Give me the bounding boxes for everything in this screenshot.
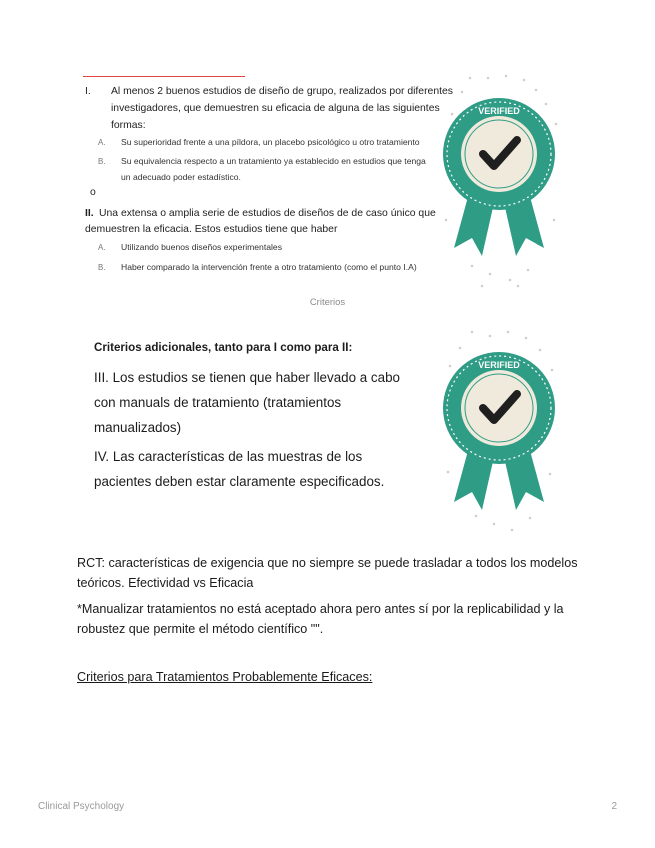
criteria-line: III. Los estudios se tienen que haber llevado a cabo	[94, 370, 400, 385]
item-II-line: Una extensa o amplia serie de estudios de diseños de de caso único que	[99, 208, 436, 219]
item-I-B-text: Su equivalencia respecto a un tratamiento ya establecido en estudios que tenga	[121, 156, 426, 166]
verified-badge-icon	[432, 70, 566, 292]
footer-title: Clinical Psychology	[38, 801, 125, 812]
item-II-B-letter: B.	[98, 263, 106, 272]
or-label: o	[90, 187, 96, 198]
figure-caption: Criterios	[309, 297, 346, 308]
verified-badge-icon	[432, 326, 566, 538]
red-divider-line	[83, 76, 245, 77]
item-II-B-text: Haber comparado la intervención frente a otro tratamiento (como el punto I.A)	[121, 262, 417, 272]
item-I-line: Al menos 2 buenos estudios de diseño de grupo, realizados por diferentes	[111, 86, 453, 97]
section-heading: Criterios para Tratamientos Probablemente Eficaces:	[77, 670, 373, 684]
criteria-line: con manuals de tratamiento (tratamientos	[94, 395, 342, 410]
item-I-A-text: Su superioridad frente a una píldora, un placebo psicológico u otro tratamiento	[121, 137, 420, 147]
criteria-line: pacientes deben estar claramente especificados.	[94, 474, 385, 489]
paragraph-manualizar: *Manualizar tratamientos no está aceptado ahora pero antes sí por la replicabilidad y la robustez que permite el método científico "".	[77, 602, 564, 636]
page-number: 2	[611, 801, 617, 812]
item-I-A-letter: A.	[98, 138, 106, 147]
item-I-numeral: I.	[85, 86, 91, 97]
item-II-line: demuestren la eficacia. Estos estudios tiene que haber	[85, 224, 338, 235]
item-II-A-text: Utilizando buenos diseños experimentales	[121, 242, 282, 252]
item-I-B-letter: B.	[98, 157, 106, 166]
paragraph-rct: RCT: características de exigencia que no siempre se puede trasladar a todos los modelos teóricos. Efectividad vs Eficacia	[77, 556, 578, 590]
item-II-A-letter: A.	[98, 243, 106, 252]
item-II-numeral: II.	[85, 208, 94, 219]
badge-ribbon-text: VERIFIED	[478, 106, 520, 116]
item-I-line: formas:	[111, 120, 146, 131]
figure-2-heading: Criterios adicionales, tanto para I como para II:	[94, 341, 353, 354]
badge-ribbon-text: VERIFIED	[478, 360, 520, 370]
criteria-line: manualizados)	[94, 420, 182, 435]
criteria-line: IV. Las características de las muestras de los	[94, 449, 363, 464]
item-I-line: investigadores, que demuestren su eficacia de alguna de las siguientes	[111, 103, 440, 114]
item-I-B-text: un adecuado poder estadístico.	[121, 172, 241, 182]
